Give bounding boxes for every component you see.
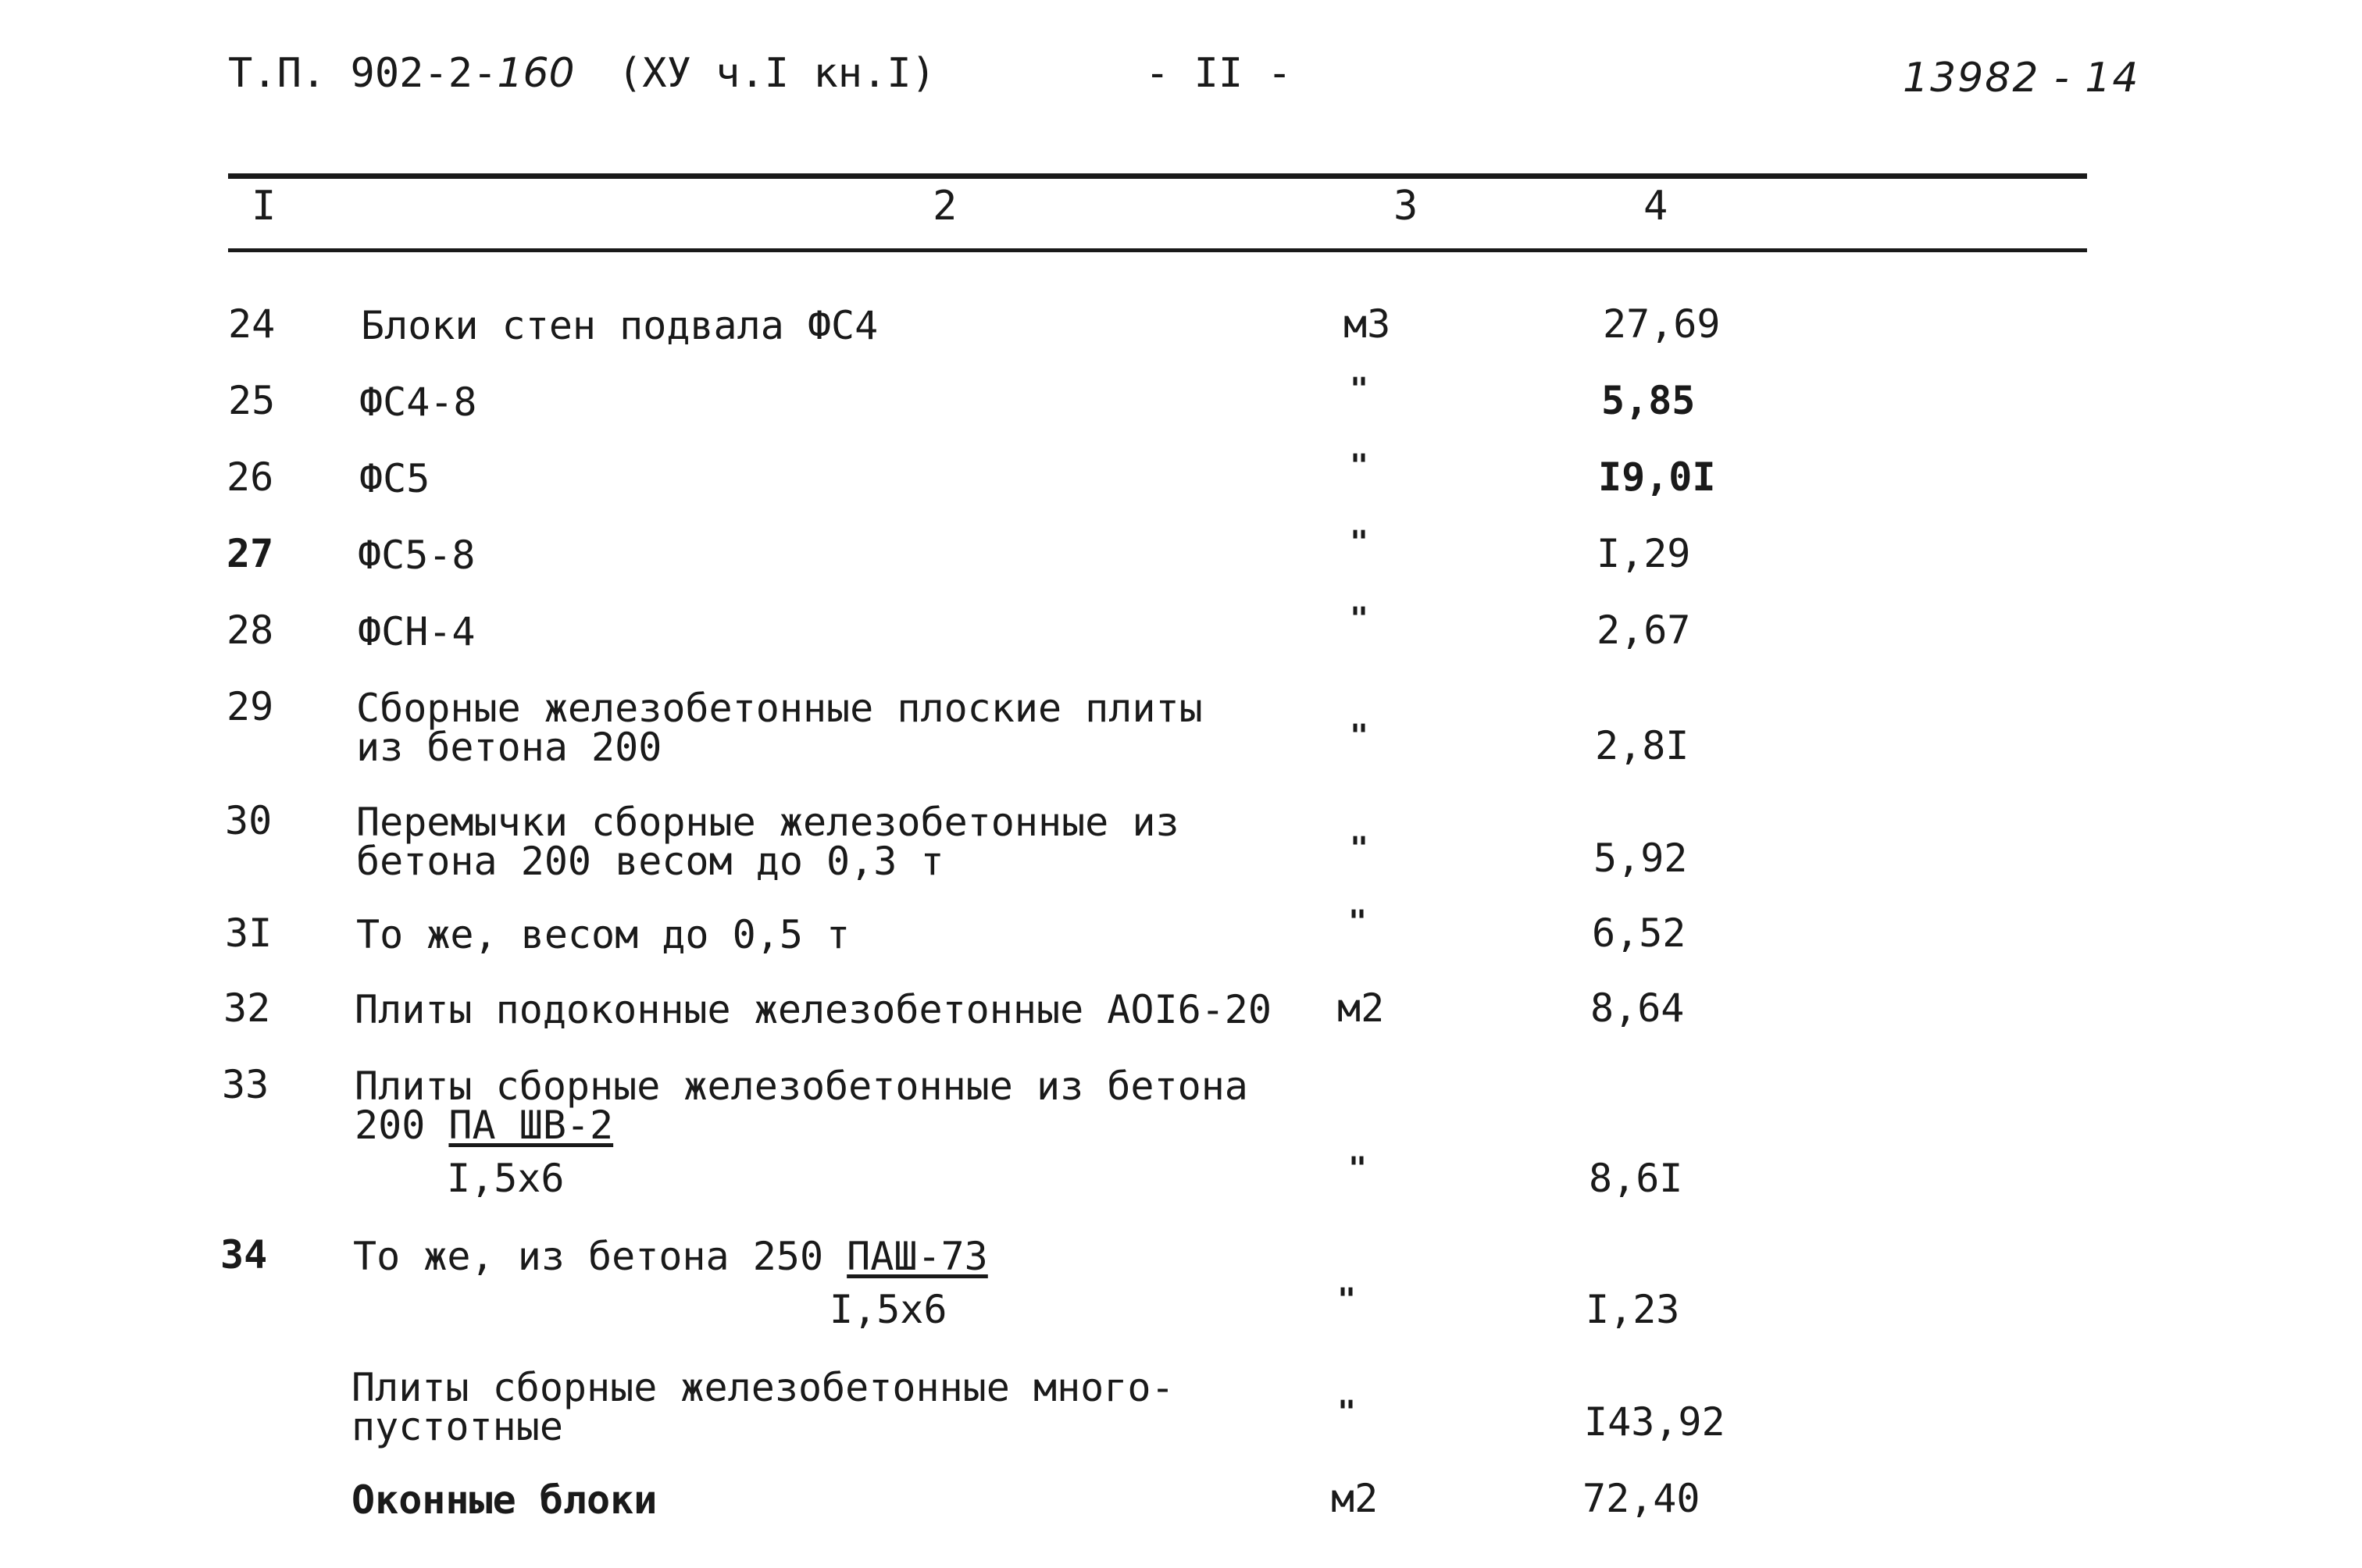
row-unit: " [1348, 904, 1368, 940]
row-number: 3I [225, 911, 273, 956]
row-unit: " [1350, 448, 1369, 484]
row-description-line-1: Плиты сборные железобетонные много- [351, 1365, 1175, 1410]
row-description-line-2: пустотные [351, 1404, 563, 1449]
row-unit: м2 [1331, 1476, 1379, 1521]
page-number: - II - [1145, 50, 1292, 97]
column-header-3: 3 [1393, 183, 1418, 230]
row-value: I9,0I [1598, 454, 1716, 500]
product-mark: ПАШ-73 [847, 1234, 988, 1279]
row-number: 29 [227, 684, 274, 729]
product-mark: ПА ШВ-2 [448, 1103, 614, 1148]
row-value: 2,8I [1595, 723, 1689, 768]
row-description: Блоки стен подвала ФС4 [361, 303, 879, 348]
row-number: 34 [220, 1232, 268, 1278]
row-description: ФС4-8 [359, 380, 477, 425]
row-value: 5,85 [1601, 378, 1696, 423]
row-description-line-1 [353, 1234, 988, 1279]
row-dimension: I,5х6 [447, 1156, 565, 1201]
row-value: I,29 [1597, 531, 1691, 576]
row-number: 28 [227, 608, 274, 653]
document-code-prefix: Т.П. 902-2- [228, 50, 498, 97]
document-code-handwritten: 160 [497, 50, 575, 97]
row-unit: " [1348, 1151, 1368, 1187]
row-value: 8,6I [1589, 1156, 1683, 1201]
row-number: 27 [227, 531, 274, 576]
row-value: I,23 [1586, 1287, 1680, 1332]
row-unit: " [1337, 1282, 1357, 1318]
row-value: 6,52 [1592, 911, 1686, 956]
row-unit: " [1350, 372, 1369, 408]
row-number: 30 [225, 798, 273, 843]
row-unit: м3 [1343, 301, 1391, 347]
row-description-line-1: Сборные железобетонные плоские плиты [356, 686, 1203, 731]
row-description: Плиты подоконные железобетонные АОI6-20 [355, 987, 1272, 1032]
row-number: 24 [228, 301, 276, 347]
row-value: 5,92 [1593, 836, 1688, 881]
row-description-prefix: То же, из бетона 250 [353, 1234, 847, 1279]
column-header-2: 2 [933, 183, 958, 230]
row-description-line-2 [355, 1103, 614, 1148]
row-value: 72,40 [1582, 1476, 1700, 1521]
row-unit: " [1337, 1395, 1357, 1431]
row-number: 33 [222, 1062, 269, 1107]
row-value: 8,64 [1590, 985, 1685, 1031]
row-value: 2,67 [1597, 608, 1691, 653]
column-header-4: 4 [1643, 183, 1668, 230]
table-top-rule [228, 173, 2087, 179]
row-number: 32 [223, 985, 271, 1031]
row-unit: " [1350, 718, 1369, 754]
row-unit: м2 [1337, 985, 1385, 1031]
row-description-prefix: 200 [355, 1103, 449, 1148]
row-description-line-1: Перемычки сборные железобетонные из [356, 800, 1179, 845]
row-description-line-2: из бетона 200 [356, 725, 662, 770]
row-description: Оконные блоки [351, 1477, 658, 1523]
row-unit: " [1350, 525, 1369, 561]
row-description: То же, весом до 0,5 т [356, 912, 851, 957]
row-unit: " [1350, 831, 1369, 867]
row-description-line-1: Плиты сборные железобетонные из бетона [355, 1064, 1248, 1109]
row-number: 26 [227, 454, 274, 500]
row-description: ФС5-8 [358, 533, 476, 578]
row-description: ФСН-4 [358, 609, 476, 654]
column-header-1: I [252, 183, 277, 230]
row-number: 25 [228, 378, 276, 423]
row-value: I43,92 [1584, 1399, 1725, 1445]
archive-stamp: 13982 - 14 [1903, 55, 2140, 102]
document-code-suffix: (ХУ ч.I кн.I) [617, 50, 936, 97]
row-unit: " [1350, 601, 1369, 637]
row-value: 27,69 [1603, 301, 1721, 347]
row-dimension: I,5х6 [830, 1287, 947, 1332]
row-description-line-2: бетона 200 весом до 0,3 т [356, 839, 944, 884]
table-header-rule [228, 248, 2087, 252]
document-code [228, 50, 936, 97]
row-description: ФС5 [359, 456, 430, 501]
